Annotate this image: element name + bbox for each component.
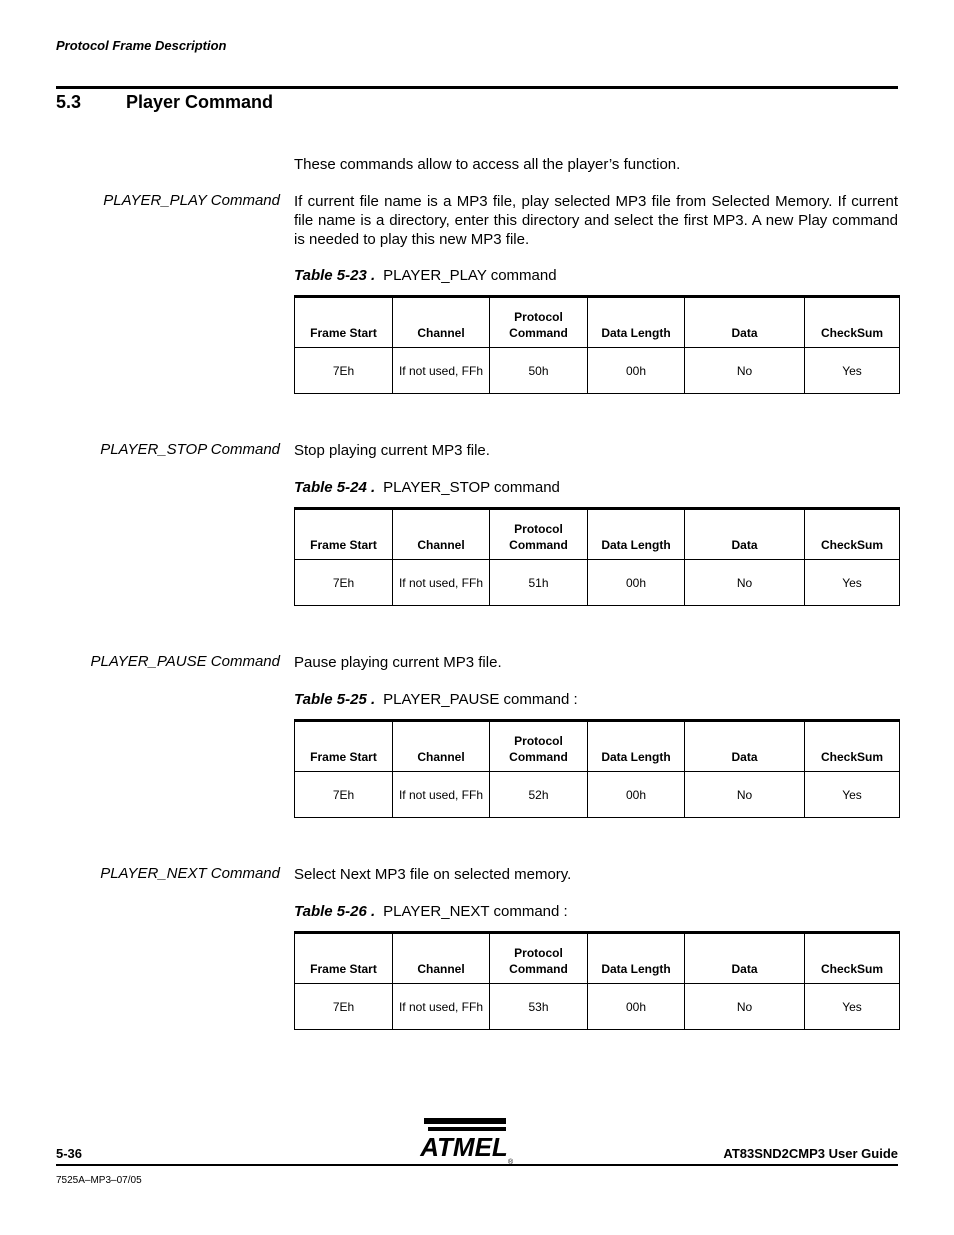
table-caption-pause: [294, 691, 578, 708]
section-number: 5.3: [56, 92, 82, 112]
table-cell: 7Eh: [295, 560, 393, 606]
running-header: Protocol Frame Description: [56, 38, 227, 53]
table-cell: 00h: [588, 984, 685, 1030]
column-header: Frame Start: [295, 933, 393, 984]
table-cell: 00h: [588, 772, 685, 818]
table-number: Table 5-24 .: [294, 479, 376, 496]
table-number: Table 5-23 .: [294, 267, 376, 284]
command-description-next: Select Next MP3 file on selected memory.: [294, 866, 572, 883]
command-label-stop: PLAYER_STOP Command: [100, 441, 280, 458]
command-table-next: [294, 931, 900, 1030]
table-row: [295, 348, 900, 394]
table-row: [295, 984, 900, 1030]
column-header: Data: [685, 933, 805, 984]
column-header: Frame Start: [295, 721, 393, 772]
table-cell: 00h: [588, 560, 685, 606]
table-header-row: [295, 721, 900, 772]
table-cell: 53h: [490, 984, 588, 1030]
column-header: Data Length: [588, 297, 685, 348]
column-header: Protocol Command: [490, 297, 588, 348]
table-cell: If not used, FFh: [393, 772, 490, 818]
table-cell: 50h: [490, 348, 588, 394]
command-description-play: If current file name is a MP3 file, play selected MP3 file from Selected Memory. If current file name is a directory, enter this directory and select the first MP3. A new Play command is needed to play this new MP3 file.: [294, 193, 898, 248]
table-cell: If not used, FFh: [393, 348, 490, 394]
command-table-stop: [294, 507, 900, 606]
table-cell: If not used, FFh: [393, 984, 490, 1030]
table-cell: 51h: [490, 560, 588, 606]
table-cell: 52h: [490, 772, 588, 818]
footer-page-number: 5-36: [56, 1146, 83, 1161]
column-header: CheckSum: [805, 297, 900, 348]
table-number: Table 5-25 .: [294, 691, 376, 708]
registered-mark: ®: [508, 1159, 514, 1166]
footer-guide-title: AT83SND2CMP3 User Guide: [723, 1146, 898, 1161]
column-header: Data: [685, 721, 805, 772]
column-header: Protocol Command: [490, 933, 588, 984]
column-header: Data Length: [588, 721, 685, 772]
section-title: Player Command: [126, 92, 274, 112]
table-header-row: [295, 933, 900, 984]
table-row: [295, 772, 900, 818]
table-caption-play: [294, 267, 557, 284]
atmel-logo: [414, 1116, 514, 1166]
column-header: Data Length: [588, 509, 685, 560]
column-header: Frame Start: [295, 297, 393, 348]
table-cell: Yes: [805, 984, 900, 1030]
table-header-row: [295, 297, 900, 348]
column-header: Data: [685, 297, 805, 348]
table-row: [295, 560, 900, 606]
command-label-pause: PLAYER_PAUSE Command: [90, 653, 280, 670]
table-cell: 7Eh: [295, 984, 393, 1030]
table-cell: No: [685, 348, 805, 394]
table-cell: 00h: [588, 348, 685, 394]
footer-rule: [56, 1164, 898, 1166]
table-title: PLAYER_PAUSE command :: [383, 691, 578, 708]
table-cell: No: [685, 560, 805, 606]
table-title: PLAYER_STOP command: [383, 479, 560, 496]
column-header: CheckSum: [805, 933, 900, 984]
column-header: Protocol Command: [490, 509, 588, 560]
table-cell: Yes: [805, 348, 900, 394]
footer-doc-code: 7525A–MP3–07/05: [56, 1175, 142, 1186]
column-header: Frame Start: [295, 509, 393, 560]
table-cell: No: [685, 772, 805, 818]
table-title: PLAYER_NEXT command :: [383, 903, 568, 920]
column-header: Data: [685, 509, 805, 560]
column-header: Channel: [393, 721, 490, 772]
table-cell: Yes: [805, 560, 900, 606]
column-header: Channel: [393, 509, 490, 560]
table-caption-next: [294, 903, 568, 920]
table-cell: If not used, FFh: [393, 560, 490, 606]
table-caption-stop: [294, 479, 560, 496]
table-cell: 7Eh: [295, 348, 393, 394]
column-header: CheckSum: [805, 721, 900, 772]
column-header: Data Length: [588, 933, 685, 984]
command-description-pause: Pause playing current MP3 file.: [294, 654, 502, 671]
command-label-next: PLAYER_NEXT Command: [100, 865, 280, 882]
column-header: CheckSum: [805, 509, 900, 560]
column-header: Protocol Command: [490, 721, 588, 772]
table-number: Table 5-26 .: [294, 903, 376, 920]
intro-paragraph: These commands allow to access all the player’s function.: [294, 156, 681, 173]
table-cell: Yes: [805, 772, 900, 818]
table-title: PLAYER_PLAY command: [383, 267, 557, 284]
header-rule: [56, 86, 898, 89]
logo-wordmark: ATMEL: [420, 1132, 508, 1162]
table-cell: 7Eh: [295, 772, 393, 818]
command-label-play: PLAYER_PLAY Command: [103, 192, 280, 209]
command-table-pause: [294, 719, 900, 818]
column-header: Channel: [393, 933, 490, 984]
table-header-row: [295, 509, 900, 560]
command-table-play: [294, 295, 900, 394]
command-description-stop: Stop playing current MP3 file.: [294, 442, 490, 459]
column-header: Channel: [393, 297, 490, 348]
table-cell: No: [685, 984, 805, 1030]
